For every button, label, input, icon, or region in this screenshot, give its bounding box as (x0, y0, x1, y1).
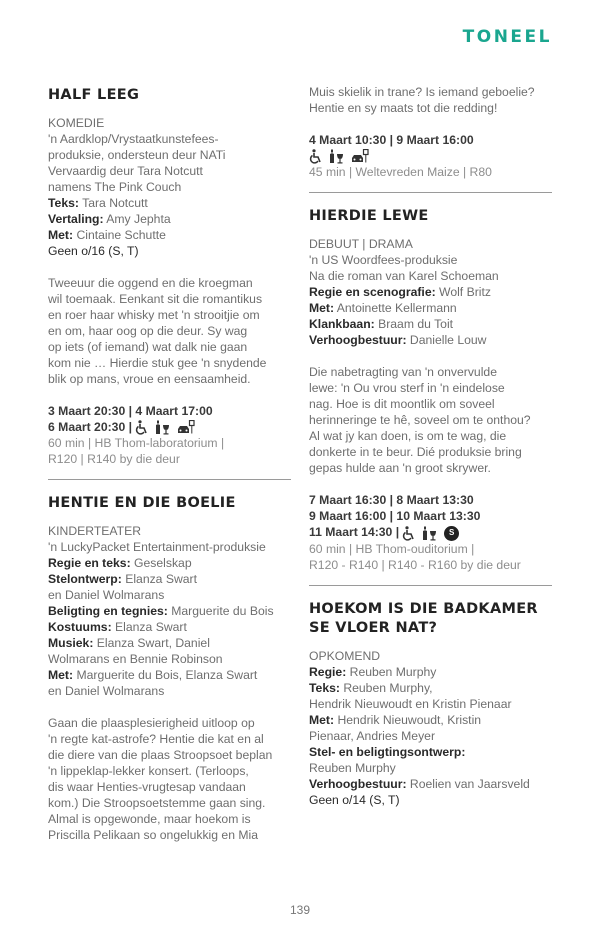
divider (309, 192, 552, 193)
description-line: 'n regte kat-astrofe? Hentie die kat en al (48, 732, 264, 747)
credit-label: Vertaling: (48, 212, 104, 226)
credit-value: Geselskap (130, 556, 192, 571)
credit-value: en Daniel Wolmarans (48, 684, 165, 699)
description-line: en om, haar oog op die deur. Sy wag (48, 324, 248, 338)
description-line: wil toemaak. Eenkant sit die romantikus (48, 292, 263, 306)
credit (309, 696, 552, 712)
page-number: 139 (289, 903, 311, 917)
schedule-line (309, 524, 552, 540)
description-line: gepas hulde aan 'n groot skrywer. (309, 461, 491, 476)
credit (309, 664, 552, 680)
title-line: HOEKOM IS DIE BADKAMER (309, 600, 538, 617)
credit-label: Verhoogbestuur: (309, 333, 407, 348)
credit-label: Stel- en beligtingsontwerp: (309, 744, 466, 759)
credit (309, 776, 552, 792)
credit (48, 211, 291, 227)
credit (309, 744, 552, 760)
venue-line: R120 - R140 | R140 - R160 by die deur (309, 557, 521, 572)
show-title: HALF LEEG (48, 87, 140, 103)
credit-value: Cintaine Schutte (73, 228, 166, 242)
info-line: 'n US Woordfees-produksie (309, 253, 458, 268)
credit-value: Danielle Louw (406, 333, 487, 348)
genre: KINDERTEATER (48, 524, 141, 539)
credit (309, 728, 552, 744)
show-half-leeg (48, 86, 291, 480)
venue-line: R120 | R140 by die deur (48, 452, 180, 467)
age-rating: Geen o/14 (S, T) (309, 792, 400, 807)
credit-label: Teks: (48, 196, 79, 210)
venue-line: 45 min | Weltevreden Maize | R80 (309, 165, 492, 180)
credit-value: Elanza Swart (111, 620, 187, 635)
credit-value: Reuben Murphy (346, 664, 437, 679)
wheelchair-icon (402, 526, 416, 541)
credit (309, 680, 552, 696)
description-line: Muis skielik in trane? Is iemand geboelie? (309, 85, 535, 99)
genre: DEBUUT | DRAMA (309, 237, 413, 252)
description-line: herinneringe te hê, soveel om te onthou? (309, 413, 531, 428)
description-line: dis waar Henties-vrugtesap vandaan (48, 780, 246, 795)
credit (48, 651, 291, 667)
credit (48, 555, 291, 571)
credit-label: Kostuums: (48, 620, 112, 635)
show-hentie-continued (309, 84, 552, 193)
description-line: Die nabetragting van 'n onvervulde (309, 365, 497, 380)
credit-value: Tara Notcutt (78, 196, 148, 210)
info-line: produksie, ondersteun deur NATi (48, 148, 226, 162)
credit (309, 760, 552, 776)
description-line: 'n lippeklap-lekker konsert. (Terloops, (48, 764, 249, 779)
description-line: kom.) Die Stroopsoetstemme gaan sing. (48, 796, 266, 811)
credit-value: Marguerite du Bois (167, 604, 274, 619)
icon-row (309, 148, 552, 164)
description-line: lewe: 'n Ou vrou sterf in 'n eindelose (309, 381, 505, 396)
description-line: Hentie en sy maats tot die redding! (309, 101, 498, 115)
credit-value: Braam du Toit (374, 317, 454, 332)
credit-value: en Daniel Wolmarans (48, 588, 165, 603)
description-line: Almal is opgewonde, maar hoekom is (48, 812, 251, 827)
info-line: 'n Aardklop/Vrystaatkunstefees- (48, 132, 219, 146)
schedule-line (48, 419, 291, 435)
section-title: TONEEL (462, 27, 552, 47)
show-title: HIERDIE LEWE (309, 208, 429, 225)
divider (309, 585, 552, 586)
credit-label: Stelontwerp: (48, 572, 122, 587)
credit-label: Verhoogbestuur: (309, 776, 407, 791)
description-line: Al wat jy kan doen, is om te wag, die (309, 429, 507, 444)
credit-value: Elanza Swart (121, 572, 198, 587)
credit-value: Reuben Murphy (309, 760, 396, 775)
wine-icon (329, 149, 345, 164)
schedule-line: 9 Maart 16:00 | 10 Maart 13:30 (309, 509, 481, 524)
credit-label: Regie en teks: (48, 556, 131, 571)
credit (48, 619, 291, 635)
credit (48, 587, 291, 603)
genre: OPKOMEND (309, 648, 381, 663)
credit-label: Musiek: (48, 636, 94, 651)
credit-value: Hendrik Nieuwoudt en Kristin Pienaar (309, 696, 512, 711)
description-line: die diere van die plaas Stroopsoet beplan (48, 748, 273, 763)
credit-label: Beligting en tegnies: (48, 604, 168, 619)
credit-value: Marguerite du Bois, Elanza Swart (73, 668, 258, 683)
credit (48, 227, 291, 243)
credit-label: Met: (309, 712, 335, 727)
credit-value: Reuben Murphy, (339, 680, 433, 695)
credit-value: Wolf Britz (435, 285, 491, 300)
schedule-text: 11 Maart 14:30 | (309, 525, 400, 540)
credit (309, 332, 552, 348)
description-line: Priscilla Pelikaan so ongelukkig en Mia (48, 828, 259, 843)
info-line: namens The Pink Couch (48, 180, 182, 194)
credit-value: Hendrik Nieuwoudt, Kristin (334, 712, 482, 727)
description-line: blik op mans, vroue en eensaamheid. (48, 372, 251, 386)
credit (309, 300, 552, 316)
credit (48, 667, 291, 683)
credit (309, 284, 552, 300)
credit-value: Antoinette Kellermann (334, 301, 457, 316)
s-badge-icon (444, 526, 459, 541)
credit (48, 635, 291, 651)
credit-value: Elanza Swart, Daniel (93, 636, 210, 651)
wine-icon (422, 526, 438, 541)
credit (309, 316, 552, 332)
title-line: SE VLOER NAT? (309, 619, 438, 636)
show-hentie-en-die-boelie (48, 494, 291, 843)
divider (48, 479, 291, 480)
credit-label: Met: (309, 301, 335, 316)
description-line: donkerte in te beur. Dié produksie bring (309, 445, 522, 460)
credit-label: Regie: (309, 664, 347, 679)
credit (48, 571, 291, 587)
description-line: en roer haar whisky met 'n strooitjie om (48, 308, 260, 322)
credit-label: Met: (48, 228, 74, 242)
show-hierdie-lewe (309, 207, 552, 585)
show-title: HENTIE EN DIE BOELIE (48, 495, 236, 512)
credit-value: Wolmarans en Bennie Robinson (48, 652, 223, 667)
schedule-text: 6 Maart 20:30 | (48, 420, 133, 434)
credit (48, 683, 291, 699)
parking-icon (351, 149, 369, 164)
parking-icon (177, 420, 195, 435)
credit-value: Roelien van Jaarsveld (406, 776, 530, 791)
credit (309, 712, 552, 728)
wheelchair-icon (135, 420, 149, 435)
description-line: op iets (of iemand) wat dalk nie gaan (48, 340, 248, 354)
s-badge-text: S (448, 528, 455, 538)
schedule-line: 3 Maart 20:30 | 4 Maart 17:00 (48, 404, 213, 418)
venue-line: 60 min | HB Thom-laboratorium | (48, 436, 225, 451)
description-line: Gaan die plaasplesierigheid uitloop op (48, 716, 255, 731)
info-line: Vervaardig deur Tara Notcutt (48, 164, 203, 178)
credit-label: Regie en scenografie: (309, 285, 436, 300)
credit-label: Met: (48, 668, 74, 683)
credit-value: Amy Jephta (103, 212, 171, 226)
info-line: Na die roman van Karel Schoeman (309, 269, 499, 284)
credit-label: Klankbaan: (309, 317, 375, 332)
wheelchair-icon (309, 149, 323, 164)
genre: KOMEDIE (48, 116, 105, 130)
schedule-line: 7 Maart 16:30 | 8 Maart 13:30 (309, 493, 474, 508)
show-title (309, 600, 552, 638)
venue-line: 60 min | HB Thom-ouditorium | (309, 541, 475, 556)
schedule-line: 4 Maart 10:30 | 9 Maart 16:00 (309, 133, 474, 147)
description-line: Tweeuur die oggend en die kroegman (48, 276, 253, 290)
description-line: nag. Hoe is dit moontlik om soveel (309, 397, 495, 412)
description-line: kom nie … Hierdie stuk gee 'n snydende (48, 356, 267, 370)
credit (48, 603, 291, 619)
left-column (48, 86, 291, 843)
credit (48, 195, 291, 211)
right-column (309, 84, 552, 808)
credit-value: Pienaar, Andries Meyer (309, 728, 436, 743)
info-line: 'n LuckyPacket Entertainment-produksie (48, 540, 266, 555)
show-hoekom-is-die-badkamer (309, 600, 552, 808)
age-rating: Geen o/16 (S, T) (48, 244, 139, 258)
credit-label: Teks: (309, 680, 340, 695)
wine-icon (155, 420, 171, 435)
